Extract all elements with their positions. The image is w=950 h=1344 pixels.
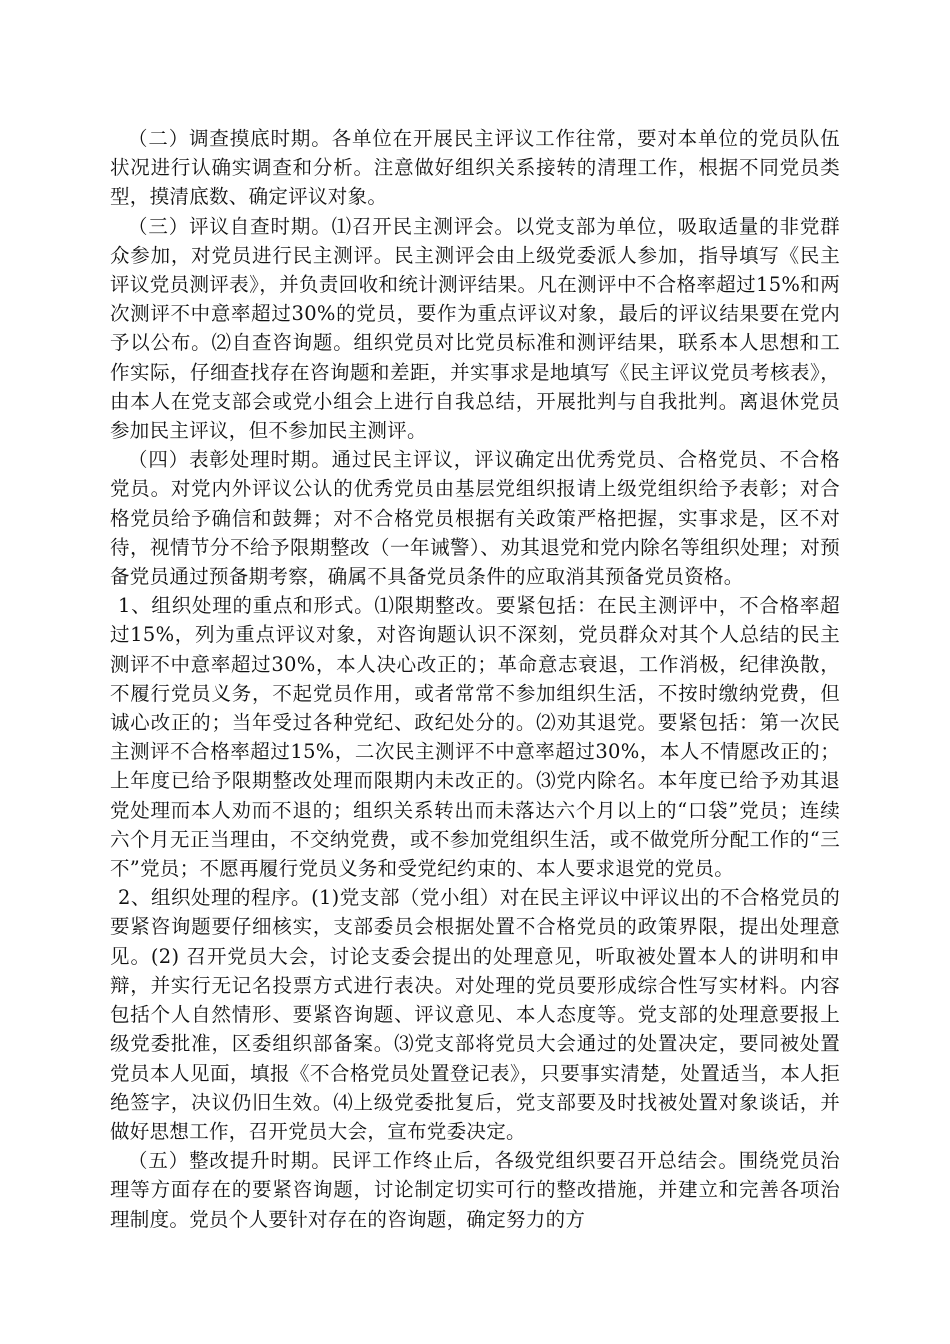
paragraph-rectification-stage: （五）整改提升时期。民评工作终止后，各级党组织要召开总结会。围绕党员治理等方面存在的要紧咨询题，讨论制定切实可行的整改措施，并建立和完善各项治理制度。党员个人要针对存在的咨询题，确定努力的方 — [110, 1149, 840, 1231]
paragraph-handling-procedure: 2、组织处理的程序。(1)党支部（党小组）对在民主评议中评议出的不合格党员的要紧咨询题要仔细核实，支部委员会根据处置不合格党员的政策界限，提出处理意见。(2) 召开党员大会，讨论支委会提出的处理意见，听取被处置本人的讲明和申辩，并实行无记名投票方式进行表决。对处理的党员要形成综合性写实材料。内容包括个人自然情形、要紧咨询题、评议意见、本人态度等。党支部的处理意要报上级党委批准，区委组织部备案。⑶党支部将党员大会通过的处置决定，要同被处置党员本人见面，填报《不合格党员处置登记表》，只要事实清楚，处置适当，本人拒绝签字，决议仍旧生效。⑷上级党委批复后，党支部要及时找被处置对象谈话，并做好思想工作，召开党员大会，宣布党委决定。 — [110, 886, 840, 1143]
paragraph-handling-focus: 1、组织处理的重点和形式。⑴限期整改。要紧包括：在民主测评中，不合格率超过15%，列为重点评议对象，对咨询题认识不深刻，党员群众对其个人总结的民主测评不中意率超过30%，本人决心改正的；革命意志衰退，工作消极，纪律涣散，不履行党员义务，不起党员作用，或者常常不参加组织生活，不按时缴纳党费，但诚心改正的；当年受过各种党纪、政纪处分的。⑵劝其退党。要紧包括：第一次民主测评不合格率超过15%，二次民主测评不中意率超过30%，本人不情愿改正的；上年度已给予限期整改处理而限期内未改正的。⑶党内除名。本年度已给予劝其退党处理而本人劝而不退的；组织关系转出而未落达六个月以上的“口袋”党员；连续六个月无正当理由，不交纳党费，或不参加党组织生活，或不做党所分配工作的“三不”党员；不愿再履行党员义务和受党纪约束的、本人要求退党的党员。 — [110, 594, 840, 881]
paragraph-commendation-stage: （四）表彰处理时期。通过民主评议，评议确定出优秀党员、合格党员、不合格党员。对党内外评议公认的优秀党员由基层党组织报请上级党组织给予表彰；对合格党员给予确信和鼓舞；对不合格党员根据有关政策严格把握，实事求是，区不对待，视情节分不给予限期整改（一年诫警）、劝其退党和党内除名等组织处理；对预备党员通过预备期考察，确属不具备党员条件的应取消其预备党员资格。 — [110, 448, 840, 589]
paragraph-investigation-stage: （二）调查摸底时期。各单位在开展民主评议工作往常，要对本单位的党员队伍状况进行认确实调查和分析。注意做好组织关系接转的清理工作，根据不同党员类型，摸清底数、确定评议对象。 — [110, 127, 840, 209]
paragraph-self-review-stage: （三）评议自查时期。⑴召开民主测评会。以党支部为单位，吸取适量的非党群众参加，对党员进行民主测评。民主测评会由上级党委派人参加，指导填写《民主评议党员测评表》，并负责回收和统计测评结果。凡在测评中不合格率超过15%和两次测评不中意率超过30%的党员，要作为重点评议对象，最后的评议结果要在党内予以公布。⑵自查咨询题。组织党员对比党员标准和测评结果，联系本人思想和工作实际，仔细查找存在咨询题和差距，并实事求是地填写《民主评议党员考核表》，由本人在党支部会或党小组会上进行自我总结，开展批判与自我批判。离退休党员参加民主评议，但不参加民主测评。 — [110, 214, 840, 443]
document-body — [110, 124, 840, 1234]
